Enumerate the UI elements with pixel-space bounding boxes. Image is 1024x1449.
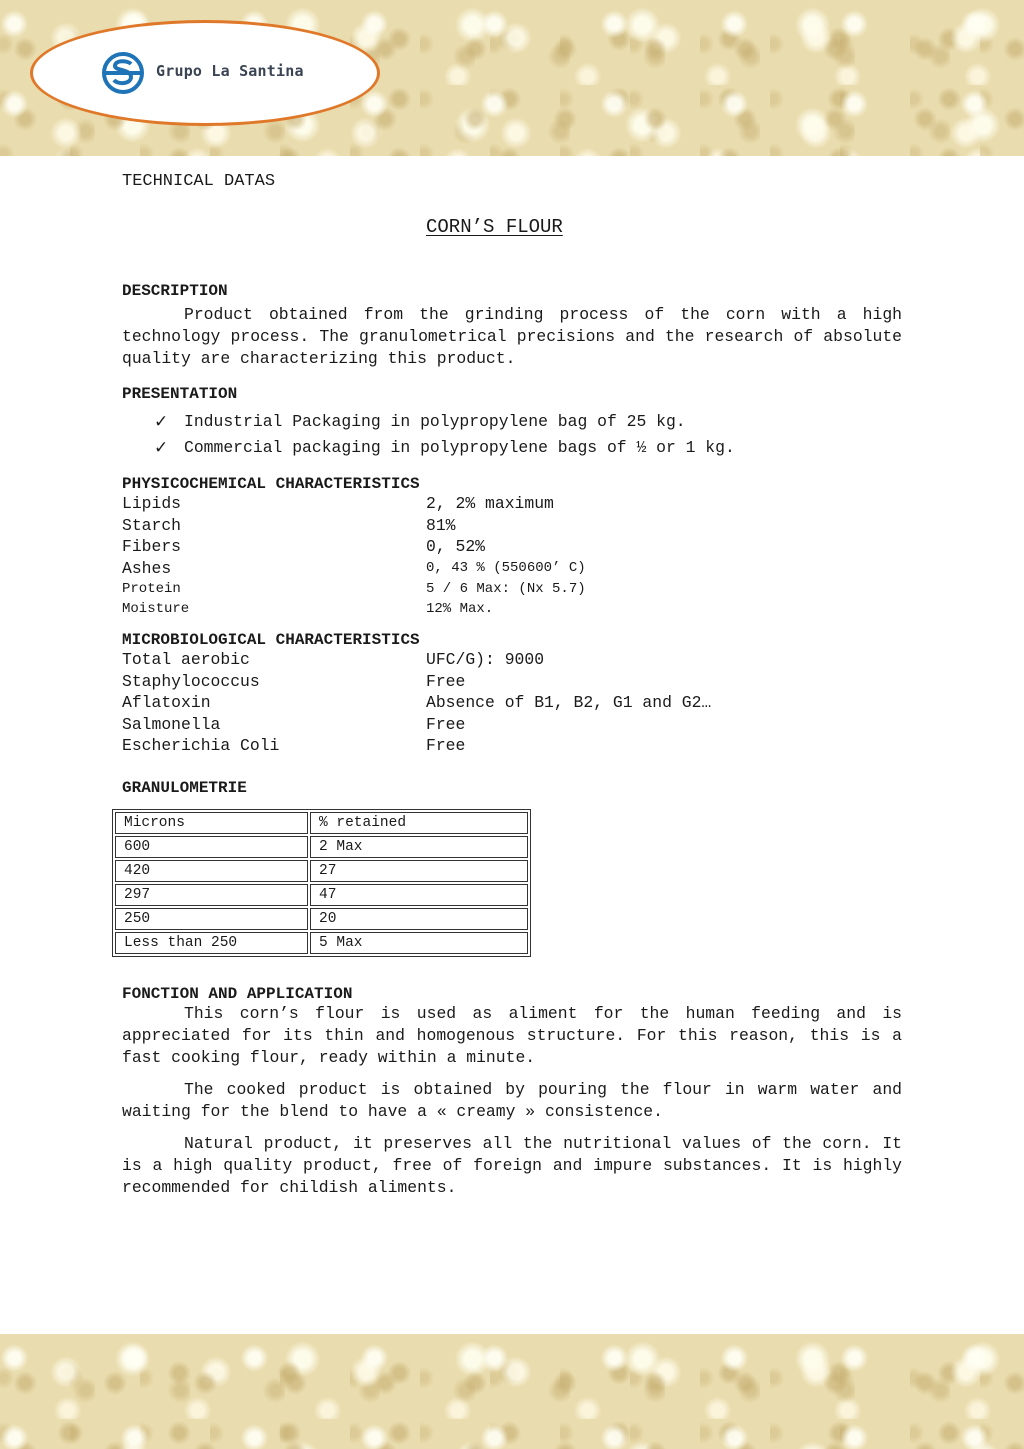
table-row xyxy=(115,836,528,858)
property-label: Aflatoxin xyxy=(122,693,211,712)
table-header-row xyxy=(115,812,528,834)
property-label: Total aerobic xyxy=(122,650,250,669)
property-label: Fibers xyxy=(122,537,182,556)
table-cell: 5 Max xyxy=(310,932,528,954)
property-label: Lipids xyxy=(122,494,182,513)
property-value: 5 / 6 Max: (Nx 5.7) xyxy=(426,581,586,597)
property-value: Free xyxy=(426,671,466,691)
table-cell: 600 xyxy=(115,836,308,858)
company-name: Grupo La Santina xyxy=(156,62,304,80)
check-icon: ✓ xyxy=(154,412,169,432)
table-row xyxy=(115,908,528,930)
function-paragraph: The cooked product is obtained by pouring the flour in warm water and waiting for the blend to have a « creamy » consistence. xyxy=(122,1079,902,1121)
document-body xyxy=(122,172,902,1209)
property-row xyxy=(122,714,902,736)
granulometrie-table xyxy=(112,809,531,957)
property-value: Absence of B1, B2, G1 and G2… xyxy=(426,693,712,712)
document-type: TECHNICAL DATAS xyxy=(122,172,276,191)
table-cell: 47 xyxy=(310,884,528,906)
property-row xyxy=(122,671,902,693)
property-row xyxy=(122,536,902,558)
granulometrie-section xyxy=(122,779,902,957)
property-label: Salmonella xyxy=(122,714,221,734)
property-label: Protein xyxy=(122,581,181,597)
function-heading: FONCTION AND APPLICATION xyxy=(122,984,353,1003)
description-text: Product obtained from the grinding process of the corn with a high technology process. The granulometrical precisions and the research of absolute quality are characterizing this product. xyxy=(122,305,902,368)
physicochemical-section xyxy=(122,475,902,619)
function-paragraph: Natural product, it preserves all the nutritional values of the corn. It is a high quality product, free of foreign and impure substances. It is highly recommended for childish aliments. xyxy=(122,1133,902,1197)
granulometrie-heading: GRANULOMETRIE xyxy=(122,778,247,797)
table-cell: 2 Max xyxy=(310,836,528,858)
property-label: Escherichia Coli xyxy=(122,736,280,755)
microbiological-section xyxy=(122,631,902,757)
property-label: Moisture xyxy=(122,601,190,617)
physicochemical-heading: PHYSICOCHEMICAL CHARACTERISTICS xyxy=(122,475,420,493)
property-value: 0, 43 % (550600’ C) xyxy=(426,559,586,576)
property-row xyxy=(122,649,902,671)
presentation-list xyxy=(122,409,902,461)
presentation-section xyxy=(122,385,902,461)
description-section xyxy=(122,282,902,370)
table-row xyxy=(115,932,528,954)
property-value: 81% xyxy=(426,515,456,535)
function-section xyxy=(122,985,902,1199)
table-row xyxy=(115,884,528,906)
property-row xyxy=(122,735,902,757)
property-row xyxy=(122,579,902,599)
description-heading: DESCRIPTION xyxy=(122,282,228,300)
property-value: 12% Max. xyxy=(426,601,494,617)
property-label: Staphylococcus xyxy=(122,671,260,691)
property-value: Free xyxy=(426,714,466,734)
property-value: 2, 2% maximum xyxy=(426,494,554,513)
property-row xyxy=(122,558,902,580)
function-paragraph: This corn’s flour is used as aliment for the human feeding and is appreciated for its thin and homogenous structure. For this reason, this is a fast cooking flour, ready within a minute. xyxy=(122,1003,902,1067)
property-value: 0, 52% xyxy=(426,537,486,556)
property-value: Free xyxy=(426,736,466,755)
table-cell: 297 xyxy=(115,884,308,906)
document-title: CORN’S FLOUR xyxy=(426,216,563,238)
company-logo-icon xyxy=(100,50,146,96)
microbiological-heading: MICROBIOLOGICAL CHARACTERISTICS xyxy=(122,631,420,649)
presentation-item-text: Commercial packaging in polypropylene bags of ½ or 1 kg. xyxy=(184,438,735,457)
presentation-item-text: Industrial Packaging in polypropylene bag of 25 kg. xyxy=(184,412,686,431)
property-row xyxy=(122,515,902,537)
table-cell: 420 xyxy=(115,860,308,882)
list-item xyxy=(154,435,902,461)
list-item xyxy=(154,409,902,435)
property-row xyxy=(122,692,902,714)
property-row xyxy=(122,599,902,619)
property-label: Ashes xyxy=(122,558,172,578)
column-header-microns: Microns xyxy=(115,812,308,834)
table-cell: Less than 250 xyxy=(115,932,308,954)
presentation-heading: PRESENTATION xyxy=(122,385,238,403)
property-value: UFC/G): 9000 xyxy=(426,650,545,669)
property-row xyxy=(122,493,902,515)
table-cell: 250 xyxy=(115,908,308,930)
table-cell: 27 xyxy=(310,860,528,882)
column-header-retained: % retained xyxy=(310,812,528,834)
property-label: Starch xyxy=(122,515,182,535)
table-cell: 20 xyxy=(310,908,528,930)
footer-flour-texture xyxy=(0,1334,1024,1449)
check-icon: ✓ xyxy=(154,438,169,458)
table-row xyxy=(115,860,528,882)
